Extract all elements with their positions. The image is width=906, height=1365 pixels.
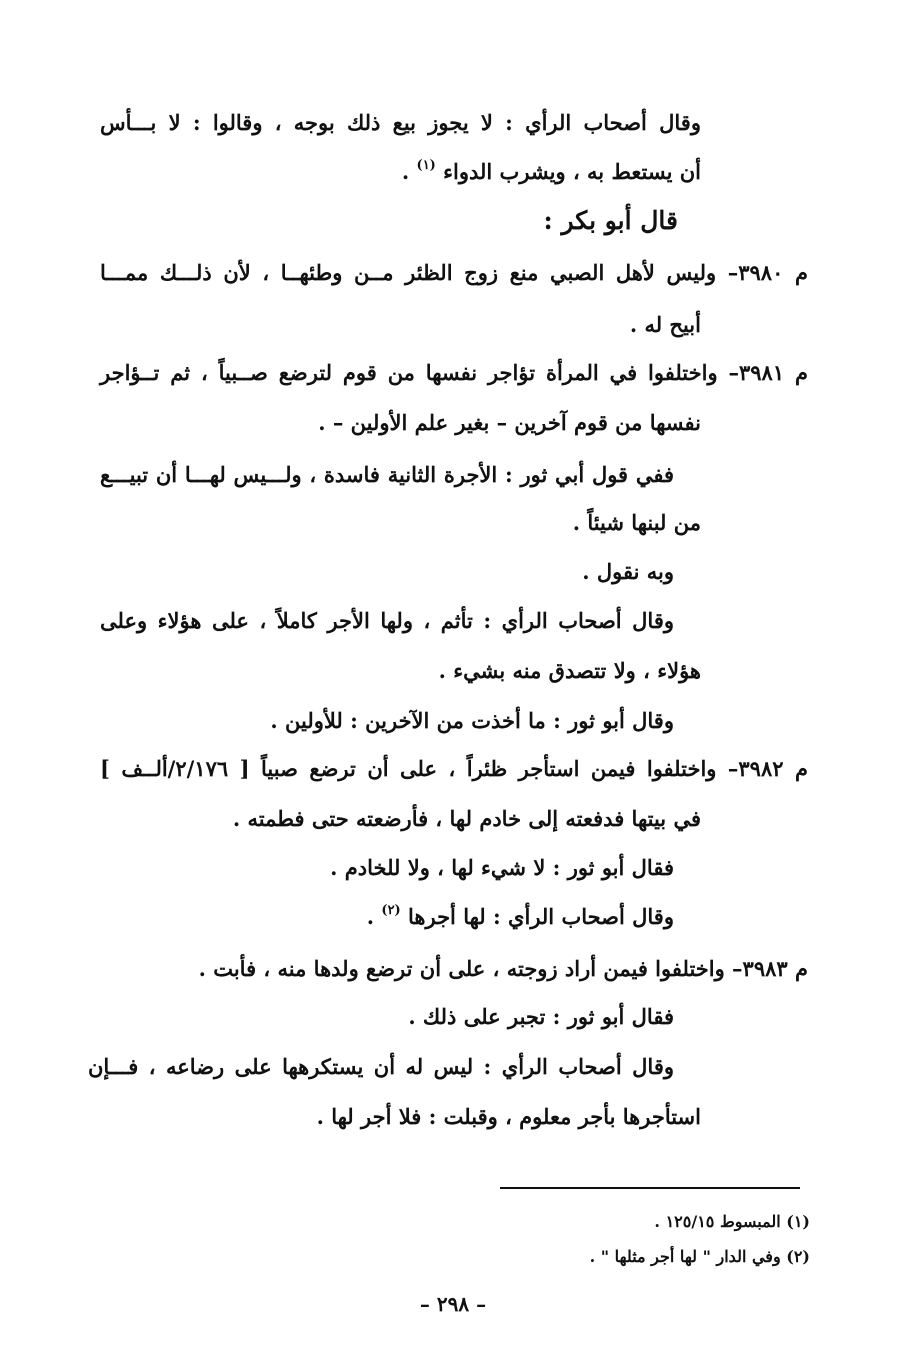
- footnote-marker-2[interactable]: (٢): [381, 903, 401, 918]
- footnote-marker-1[interactable]: (١): [416, 158, 436, 173]
- text-line-15: في بيتها فدفعته إلى خادم لها ، فأرضعته حتى فطمته .: [232, 806, 701, 831]
- text-line-5: أبيح له .: [629, 312, 701, 337]
- text-line-21: استأجرها بأجر معلوم ، وقبلت : فلا أجر لها .: [316, 1104, 701, 1129]
- footnote-2: (٢) وفي الدار " لها أجر مثلها " .: [589, 1247, 810, 1266]
- text-line-12: هؤلاء ، ولا تتصدق منه بشيء .: [438, 658, 701, 683]
- text-line-17: وقال أصحاب الرأي : لها أجرها $^{(٢)}$ .: [366, 903, 674, 929]
- text-line-18: م ٣٩٨٣– واختلفوا فيمن أراد زوجته ، على أن ترضع ولدها منه ، فأبت .: [198, 956, 808, 981]
- text-line-10: وبه نقول .: [582, 559, 674, 584]
- text-line-11: وقال أصحاب الرأي : تأثم ، ولها الأجر كاملاً ، على هؤلاء وعلى: [100, 608, 674, 633]
- footnote-1: (١) المبسوط ١٢٥/١٥ .: [654, 1212, 810, 1231]
- section-heading: قال أبو بكر :: [543, 206, 678, 235]
- text-line-1: وقال أصحاب الرأي : لا يجوز بيع ذلك بوجه ، وقالوا : لا بـــأس: [100, 110, 701, 135]
- text-line-20: وقال أصحاب الرأي : ليس له أن يستكرهها على رضاعه ، فـــإن: [88, 1054, 674, 1079]
- text-line-4: م ٣٩٨٠– وليس لأهل الصبي منع زوج الظئر مــن وطئهــا ، لأن ذلـــك ممـــا: [100, 260, 808, 285]
- text-line-19: فقال أبو ثور : تجبر على ذلك .: [408, 1004, 674, 1029]
- text-line-14: م ٣٩٨٢– واختلفوا فيمن استأجر ظئراً ، على أن ترضع صبياً [ ٢/١٧٦/ألــف ]: [100, 756, 808, 781]
- text-line-2: أن يستعط به ، ويشرب الدواء $^{(١)}$ .: [401, 158, 701, 184]
- text-line-8: ففي قول أبي ثور : الأجرة الثانية فاسدة ، ولـــيس لهـــا أن تبيـــع: [100, 462, 674, 487]
- text-line-13: وقال أبو ثور : ما أخذت من الآخرين : للأولين .: [270, 708, 674, 733]
- text-line-6: م ٣٩٨١– واختلفوا في المرأة تؤاجر نفسها من قوم لترضع صــبياً ، ثم تــؤاجر: [100, 360, 808, 385]
- text-line-16: فقال أبو ثور : لا شيء لها ، ولا للخادم .: [330, 855, 674, 880]
- page-number: – ٢٩٨ –: [419, 1292, 487, 1316]
- text-line-9: من لبنها شيئاً .: [572, 510, 701, 535]
- text-line-7: نفسها من قوم آخرين – بغير علم الأولين – .: [318, 410, 701, 435]
- footnote-divider: [500, 1187, 800, 1189]
